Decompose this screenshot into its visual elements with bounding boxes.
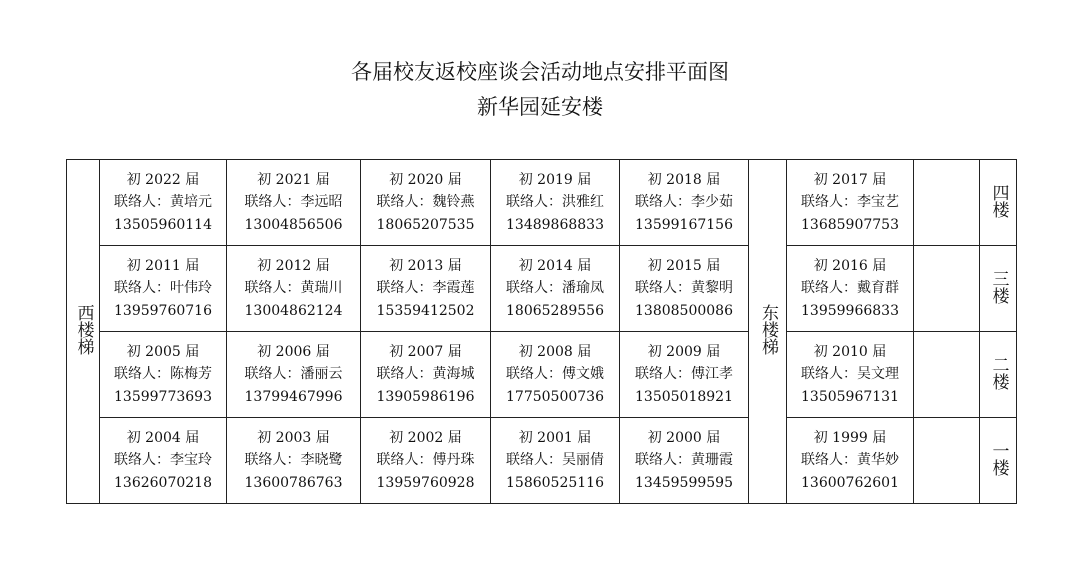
class-room-cell [620,418,749,504]
floor-label: 四楼 [988,183,1009,218]
contact-label: 联络人：黄珊霞 [635,452,733,469]
class-label: 初 2005 届 [126,343,200,360]
class-room-cell [100,160,227,246]
floor-label-cell [980,246,1017,332]
phone-number: 17750500736 [506,388,604,405]
table-row [67,246,1017,332]
class-room-cell [491,246,620,332]
class-room-cell [361,246,491,332]
contact-label: 联络人：黄华妙 [801,452,899,469]
class-label: 初 2007 届 [389,343,462,360]
phone-number: 13489868833 [506,216,604,233]
contact-label: 联络人：傅文娥 [506,366,604,383]
floor-label-cell [980,418,1017,504]
contact-label: 联络人：吴文理 [801,366,899,383]
page-subtitle: 新华园延安楼 [477,95,603,119]
class-room-cell [787,246,914,332]
contact-label: 联络人：李宝玲 [114,452,212,469]
class-label: 初 2022 届 [126,171,200,188]
class-label: 初 2018 届 [647,171,721,188]
phone-number: 13505960114 [114,216,212,233]
class-label: 初 2009 届 [647,343,721,360]
phone-number: 18065289556 [506,302,604,319]
east-stairs-label: 东楼梯 [758,304,778,355]
class-room-cell [620,246,749,332]
contact-label: 联络人：李宝艺 [801,194,899,211]
page-title: 各届校友返校座谈会活动地点安排平面图 [351,60,729,84]
class-label: 初 2008 届 [518,343,592,360]
class-label: 初 2002 届 [389,429,462,446]
phone-number: 13599167156 [635,216,733,233]
class-label: 初 2006 届 [257,343,330,360]
table-row [67,160,1017,246]
class-label: 初 2020 届 [389,171,462,188]
class-label: 初 2010 届 [813,343,887,360]
class-room-cell [491,332,620,418]
table-row [67,418,1017,504]
class-room-cell [227,246,361,332]
class-label: 初 2001 届 [518,429,592,446]
class-room-cell [227,160,361,246]
phone-number: 13004862124 [244,302,343,319]
phone-number: 13799467996 [244,388,343,405]
phone-number: 13959760928 [376,474,475,491]
contact-label: 联络人：吴丽倩 [506,452,604,469]
class-label: 初 2003 届 [257,429,330,446]
contact-label: 联络人：李霞莲 [376,280,475,297]
phone-number: 15359412502 [376,302,475,319]
empty-cell [914,246,980,332]
class-label: 初 2012 届 [257,257,330,274]
class-room-cell [787,332,914,418]
contact-label: 联络人：戴育群 [801,280,899,297]
class-label: 初 2021 届 [257,171,330,188]
phone-number: 13905986196 [376,388,475,405]
east-stairs-cell [749,160,787,504]
phone-number: 18065207535 [376,216,475,233]
class-label: 初 2011 届 [126,257,200,274]
class-room-cell [491,418,620,504]
contact-label: 联络人：黄培元 [114,194,212,211]
class-label: 初 2015 届 [647,257,721,274]
west-stairs-cell [67,160,100,504]
class-room-cell [361,418,491,504]
phone-number: 15860525116 [506,474,604,491]
class-room-cell [227,332,361,418]
class-room-cell [787,418,914,504]
phone-number: 13599773693 [114,388,212,405]
class-label: 初 2013 届 [389,257,462,274]
contact-label: 联络人：黄瑞川 [244,280,343,297]
floor-label-cell [980,160,1017,246]
class-label: 初 2019 届 [518,171,592,188]
class-label: 初 2017 届 [813,171,887,188]
contact-label: 联络人：李远昭 [244,194,343,211]
contact-label: 联络人：潘瑜凤 [506,280,604,297]
phone-number: 13505018921 [635,388,733,405]
class-room-cell [361,160,491,246]
empty-cell [914,160,980,246]
floor-label: 二楼 [988,355,1009,390]
class-room-cell [491,160,620,246]
phone-number: 13600786763 [244,474,343,491]
table-row [67,332,1017,418]
empty-cell [914,332,980,418]
class-room-cell [227,418,361,504]
phone-number: 13959760716 [114,302,212,319]
class-label: 初 1999 届 [813,429,887,446]
phone-number: 13004856506 [244,216,343,233]
class-room-cell [100,418,227,504]
phone-number: 13505967131 [801,388,899,405]
west-stairs-label: 西楼梯 [73,304,94,355]
contact-label: 联络人：洪雅红 [506,194,604,211]
class-label: 初 2016 届 [813,257,887,274]
floor-label: 一楼 [988,441,1009,476]
floor-label: 三楼 [988,269,1009,304]
contact-label: 联络人：陈梅芳 [114,366,212,383]
class-room-cell [620,332,749,418]
class-label: 初 2014 届 [518,257,592,274]
class-room-cell [787,160,914,246]
floor-plan-table [66,159,1017,504]
phone-number: 13959966833 [801,302,899,319]
phone-number: 13459599595 [635,474,733,491]
class-room-cell [100,246,227,332]
contact-label: 联络人：潘丽云 [244,366,343,383]
contact-label: 联络人：魏铃燕 [376,194,475,211]
class-label: 初 2000 届 [647,429,721,446]
contact-label: 联络人：黄海城 [376,366,475,383]
floor-label-cell [980,332,1017,418]
phone-number: 13626070218 [114,474,212,491]
class-label: 初 2004 届 [126,429,200,446]
contact-label: 联络人：李晓鹭 [244,452,343,469]
contact-label: 联络人：傅丹珠 [376,452,475,469]
contact-label: 联络人：傅江孝 [635,366,733,383]
class-room-cell [620,160,749,246]
class-room-cell [361,332,491,418]
contact-label: 联络人：黄黎明 [635,280,733,297]
contact-label: 联络人：叶伟玲 [114,280,212,297]
phone-number: 13685907753 [801,216,899,233]
class-room-cell [100,332,227,418]
contact-label: 联络人：李少茹 [635,194,733,211]
empty-cell [914,418,980,504]
phone-number: 13808500086 [635,302,733,319]
phone-number: 13600762601 [801,474,899,491]
